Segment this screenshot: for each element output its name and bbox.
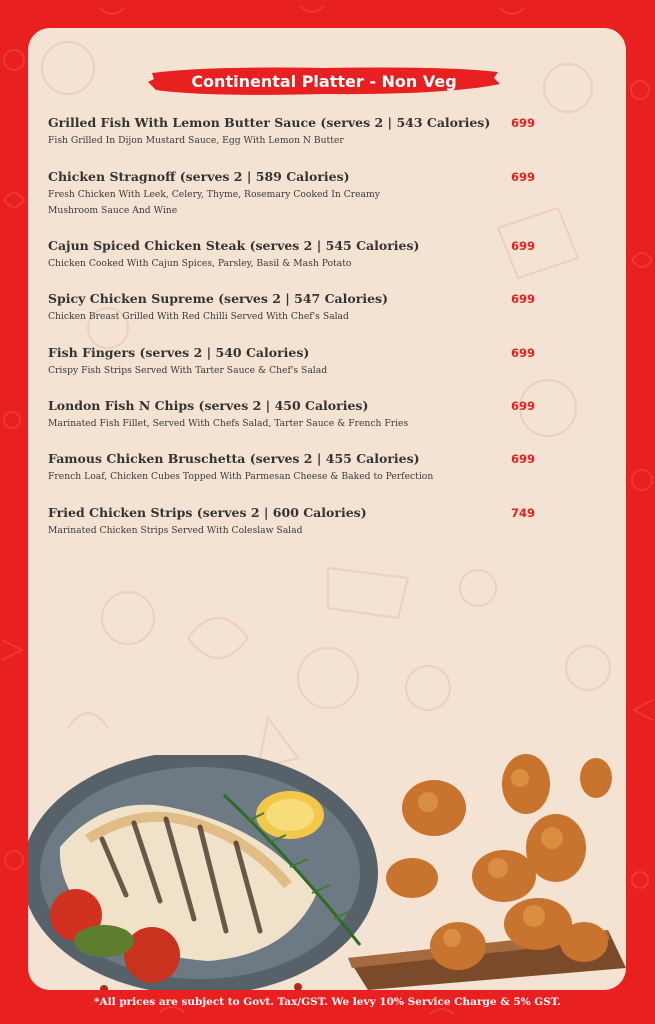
fried-chicken-image xyxy=(348,718,626,990)
menu-item xyxy=(48,505,568,539)
item-description: Crispy Fish Strips Served With Tarter Sauce & Chef's Salad xyxy=(48,365,328,376)
menu-item xyxy=(48,115,568,149)
item-name: Chicken Stragnoff (serves 2 | 589 Calories) xyxy=(48,169,350,184)
item-price: 699 xyxy=(511,399,536,413)
item-price: 699 xyxy=(511,239,536,253)
menu-item xyxy=(48,291,568,325)
item-name: Spicy Chicken Supreme (serves 2 | 547 Calories) xyxy=(48,291,388,306)
item-description: Marinated Fish Fillet, Served With Chefs Salad, Tarter Sauce & French Fries xyxy=(48,418,409,429)
menu-item xyxy=(48,345,568,379)
item-price: 699 xyxy=(511,116,536,130)
item-price: 699 xyxy=(511,292,536,306)
item-name: Fried Chicken Strips (serves 2 | 600 Calories) xyxy=(48,505,367,520)
item-name: London Fish N Chips (serves 2 | 450 Calories) xyxy=(48,398,369,413)
title-banner xyxy=(146,64,502,98)
item-price: 699 xyxy=(511,452,536,466)
item-description: French Loaf, Chicken Cubes Topped With Parmesan Cheese & Baked to Perfection xyxy=(48,471,434,482)
item-price: 749 xyxy=(511,506,536,520)
tax-disclaimer: *All prices are subject to Govt. Tax/GST. We levy 10% Service Charge & 5% GST. xyxy=(94,996,561,1008)
grilled-fish-plate-image xyxy=(28,755,388,990)
menu-item xyxy=(48,169,568,219)
item-description: Chicken Breast Grilled With Red Chilli Served With Chef's Salad xyxy=(48,311,349,322)
item-name: Fish Fingers (serves 2 | 540 Calories) xyxy=(48,345,310,360)
item-description: Fresh Chicken With Leek, Celery, Thyme, Rosemary Cooked In Creamy Mushroom Sauce And Wine xyxy=(48,189,380,216)
menu-item xyxy=(48,398,568,432)
menu-item xyxy=(48,451,568,485)
item-name: Famous Chicken Bruschetta (serves 2 | 455 Calories) xyxy=(48,451,420,466)
item-description: Marinated Chicken Strips Served With Coleslaw Salad xyxy=(48,525,303,536)
item-description: Chicken Cooked With Cajun Spices, Parsley, Basil & Mash Potato xyxy=(48,258,352,269)
item-description: Fish Grilled In Dijon Mustard Sauce, Egg With Lemon N Butter xyxy=(48,135,344,146)
menu-item xyxy=(48,238,568,272)
page-title: Continental Platter - Non Veg xyxy=(191,71,457,91)
item-price: 699 xyxy=(511,346,536,360)
item-price: 699 xyxy=(511,170,536,184)
item-name: Cajun Spiced Chicken Steak (serves 2 | 545 Calories) xyxy=(48,238,420,253)
item-name: Grilled Fish With Lemon Butter Sauce (serves 2 | 543 Calories) xyxy=(48,115,491,130)
